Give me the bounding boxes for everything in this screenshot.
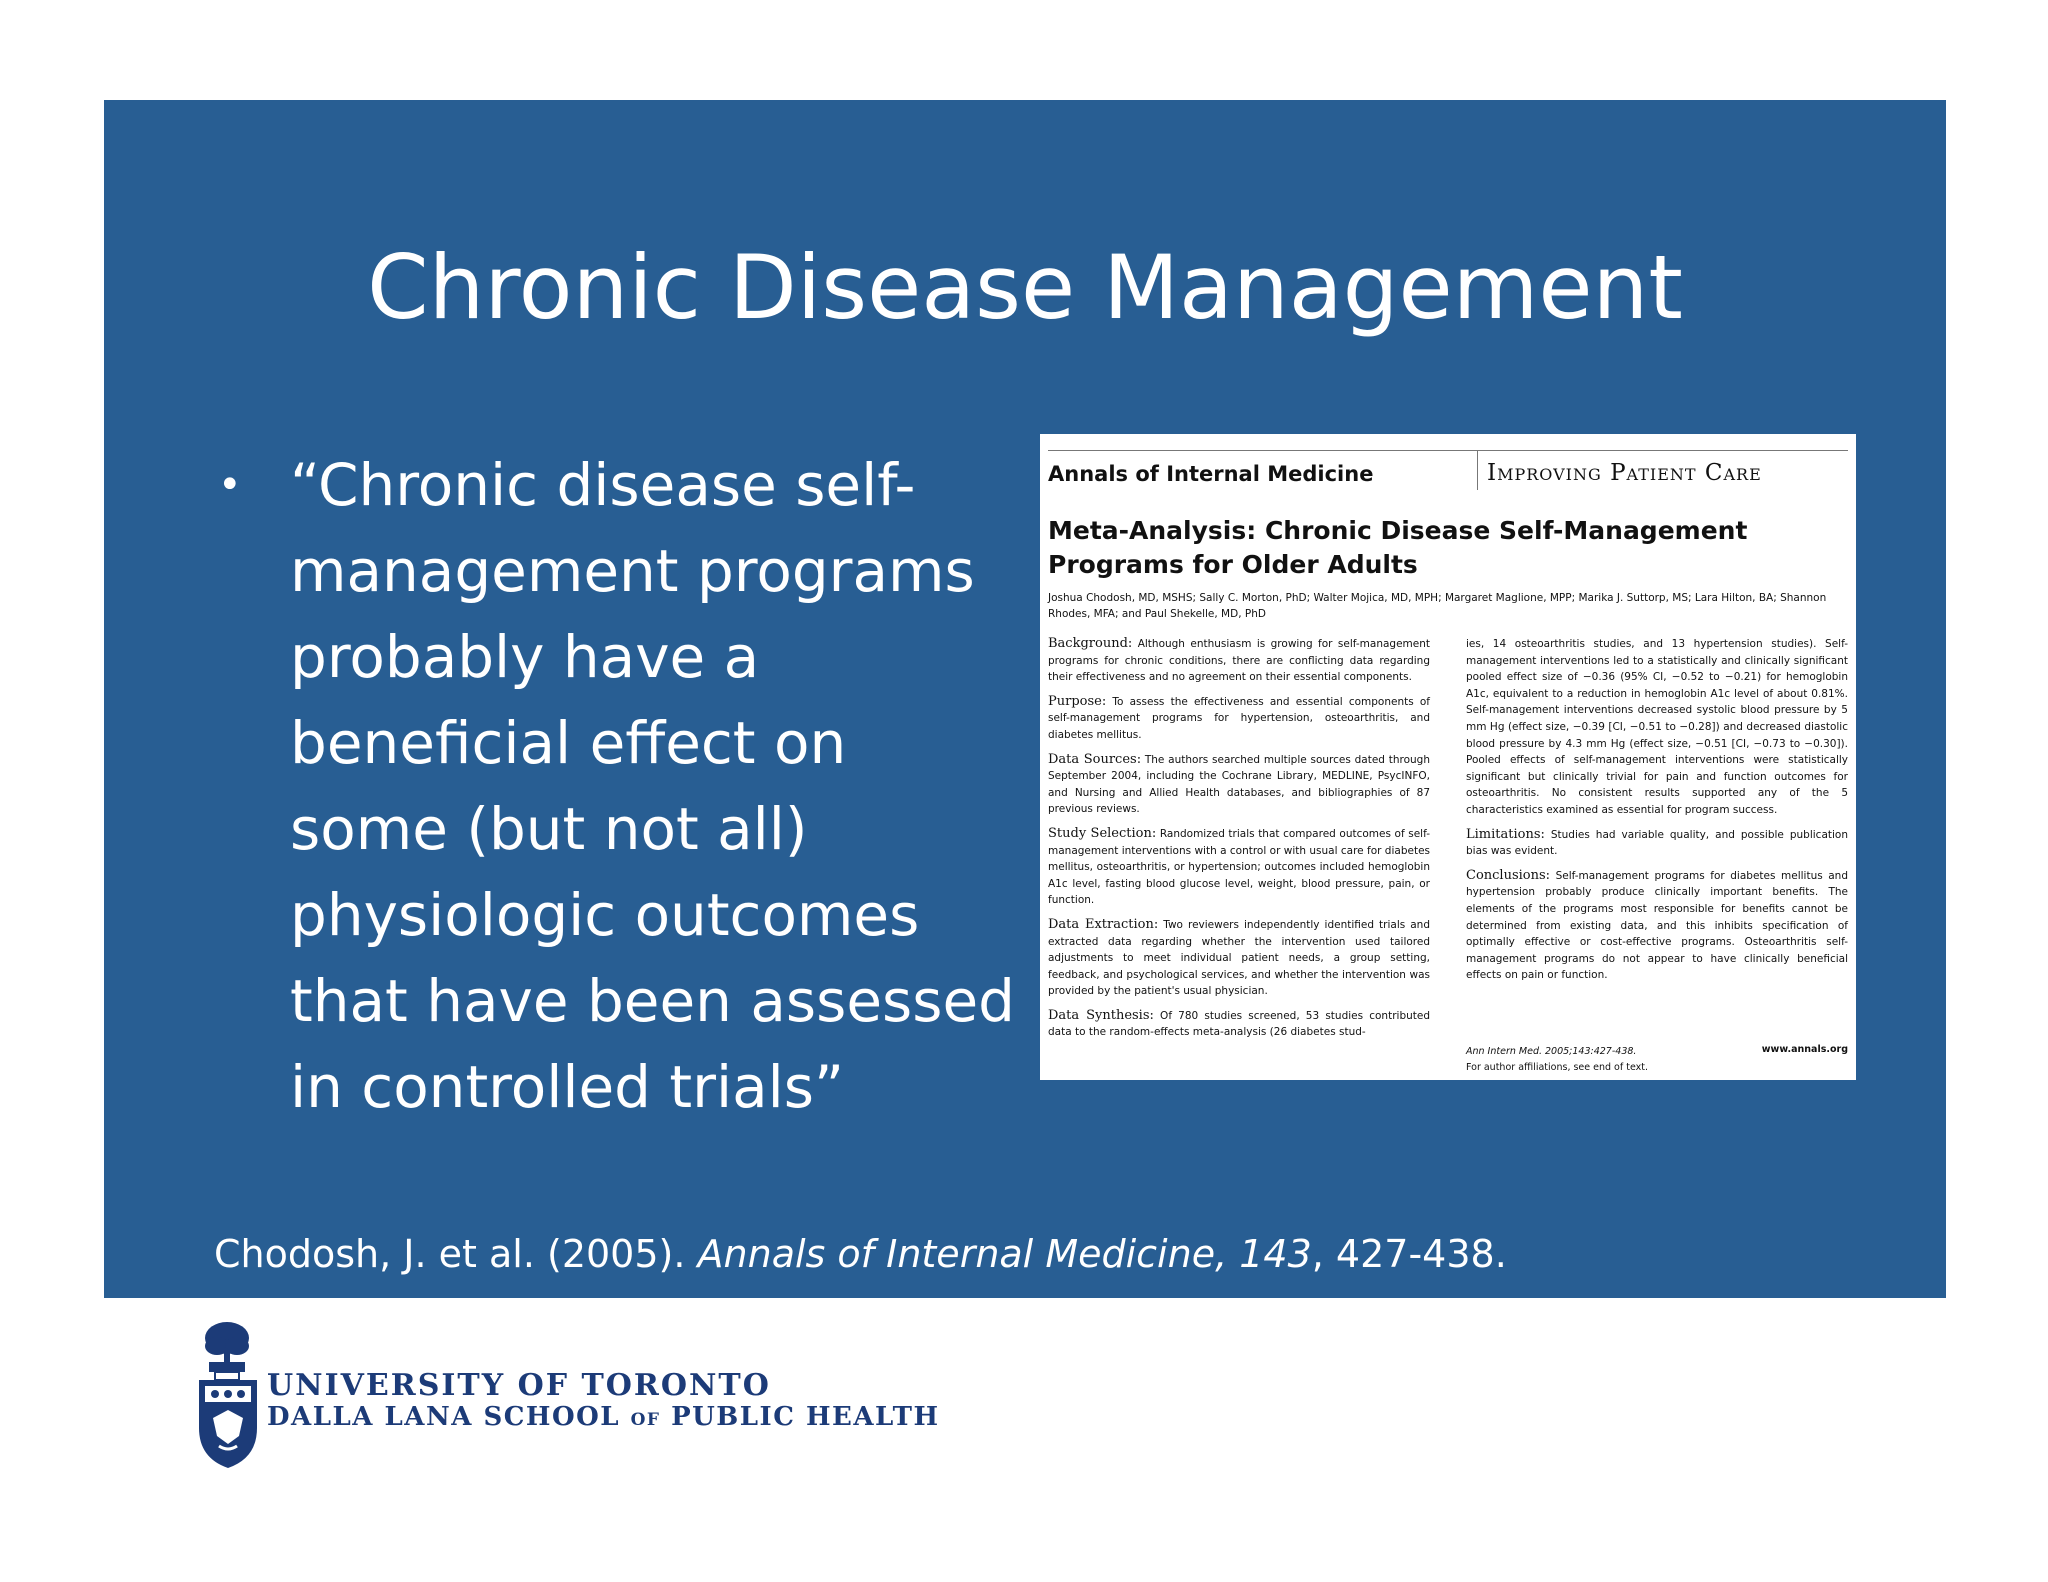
article-footer-citation	[1466, 1044, 1648, 1076]
citation-journal: Annals of Internal Medicine, 143	[697, 1232, 1312, 1276]
article-header-divider	[1477, 450, 1478, 490]
citation-authors: Chodosh, J. et al. (2005).	[214, 1232, 698, 1276]
abstract-heading: Conclusions:	[1466, 867, 1551, 883]
abstract-text: ies, 14 osteoarthritis studies, and 13 hypertension studies). Self-management interventions led to a statistically and clinically significant pooled effect size of −0.36 (95% CI, −0.52 to −0.21) for hemoglobin A1c, equivalent to a reduction in hemoglobin A1c level of about 0.81%. Self-management interventions decreased systolic blood pressure by 5 mm Hg (effect size, −0.39 [CI, −0.51 to −0.28]) and decreased diastolic blood pressure by 4.3 mm Hg (effect size, −0.51 [CI, −0.73 to −0.30]). Pooled effects of self-management interventions were statistically significant but clinically trivial for pain and function outcomes for osteoarthritis. No consistent results supported any of the 5 characteristics examined as essential for program success.	[1466, 638, 1848, 816]
article-title: Meta-Analysis: Chronic Disease Self-Management Programs for Older Adults	[1048, 516, 1748, 579]
article-journal-name: Annals of Internal Medicine	[1048, 462, 1374, 486]
abstract-paragraph	[1048, 826, 1430, 909]
slide-panel	[104, 100, 1946, 1298]
abstract-paragraph	[1048, 1008, 1430, 1041]
abstract-paragraph	[1466, 636, 1848, 819]
article-abstract-right-column	[1466, 636, 1848, 992]
abstract-heading: Background:	[1048, 636, 1133, 651]
abstract-text: Although enthusiasm is growing for self-management programs for chronic conditions, there are conflicting data regarding their effectiveness and no agreement on their essential components.	[1048, 638, 1430, 684]
logo-school-part-a: DALLA LANA SCHOOL	[267, 1402, 631, 1432]
article-footer-ref: Ann Intern Med. 2005;143:427-438.	[1466, 1046, 1637, 1057]
article-section-name: Improving Patient Care	[1487, 460, 1762, 486]
abstract-heading: Data Synthesis:	[1048, 1007, 1154, 1023]
article-top-rule	[1048, 450, 1848, 451]
logo-school-part-b: PUBLIC HEALTH	[660, 1402, 940, 1432]
abstract-text: To assess the effectiveness and essential components of self-management programs for hypertension, osteoarthritis, and diabetes mellitus.	[1048, 695, 1430, 741]
article-footer-url: www.annals.org	[1761, 1044, 1848, 1055]
abstract-text: Two reviewers independently identified trials and extracted data regarding whether the intervention used tailored adjustments to meet individual patient needs, a group setting, feedback, and psychological services, and whether the intervention was provided by the patient's usual physician.	[1048, 918, 1430, 998]
bullet-text: “Chronic disease self-management programs probably have a beneficial effect on some (but not all) physiologic outcomes that have been assessed in controlled trials”	[290, 451, 1015, 1121]
abstract-heading: Data Sources:	[1048, 751, 1142, 767]
abstract-text: Randomized trials that compared outcomes of self-management interventions with a control or with usual care for diabetes mellitus, osteoarthritis, or hypertension; outcomes included hemoglobin A1c level, fasting blood glucose level, weight, blood pressure, pain, or function.	[1048, 827, 1430, 907]
article-abstract-left-column	[1048, 636, 1430, 1049]
bullet-icon: •	[218, 462, 242, 508]
abstract-heading: Study Selection:	[1048, 825, 1157, 841]
abstract-heading: Limitations:	[1466, 826, 1545, 842]
abstract-paragraph	[1466, 868, 1848, 984]
citation-pages: , 427-438.	[1311, 1232, 1507, 1276]
abstract-paragraph	[1048, 694, 1430, 744]
abstract-text: The authors searched multiple sources dated through September 2004, including the Cochrane Library, MEDLINE, PsycINFO, and Nursing and Allied Health databases, and bibliographies of 87 previous reviews.	[1048, 753, 1430, 816]
logo-school-name	[267, 1402, 940, 1432]
logo-university-name: UNIVERSITY OF TORONTO	[267, 1368, 771, 1403]
article-image	[1040, 434, 1856, 1080]
abstract-text: Self-management programs for diabetes mellitus and hypertension probably produce clinically important benefits. The elements of the programs most responsible for benefits cannot be determined from existing data, and this inhibits specification of optimally effective or cost-effective programs. Osteoarthritis self-management programs do not appear to have clinically beneficial effects on pain or function.	[1466, 869, 1848, 982]
abstract-paragraph	[1048, 917, 1430, 1000]
abstract-text: Studies had variable quality, and possible publication bias was evident.	[1466, 828, 1848, 858]
university-logo	[195, 1318, 940, 1478]
abstract-paragraph	[1048, 752, 1430, 818]
slide-title: Chronic Disease Management	[367, 236, 1683, 339]
abstract-paragraph	[1466, 827, 1848, 860]
abstract-heading: Data Extraction:	[1048, 916, 1159, 932]
abstract-heading: Purpose:	[1048, 693, 1107, 709]
abstract-text: Of 780 studies screened, 53 studies contributed data to the random-effects meta-analysis (26 diabetes stud-	[1048, 1009, 1431, 1039]
article-authors: Joshua Chodosh, MD, MSHS; Sally C. Morton, PhD; Walter Mojica, MD, MPH; Margaret Maglione, MPP; Marika J. Suttorp, MS; Lara Hilton, BA; Shannon Rhodes, MFA; and Paul Shekelle, MD, PhD	[1048, 592, 1827, 620]
abstract-paragraph	[1048, 636, 1430, 686]
university-crest-icon	[195, 1318, 265, 1478]
article-footer-affiliations: For author affiliations, see end of text.	[1466, 1062, 1649, 1073]
citation	[214, 1228, 1507, 1280]
logo-school-part-of: OF	[630, 1410, 661, 1430]
